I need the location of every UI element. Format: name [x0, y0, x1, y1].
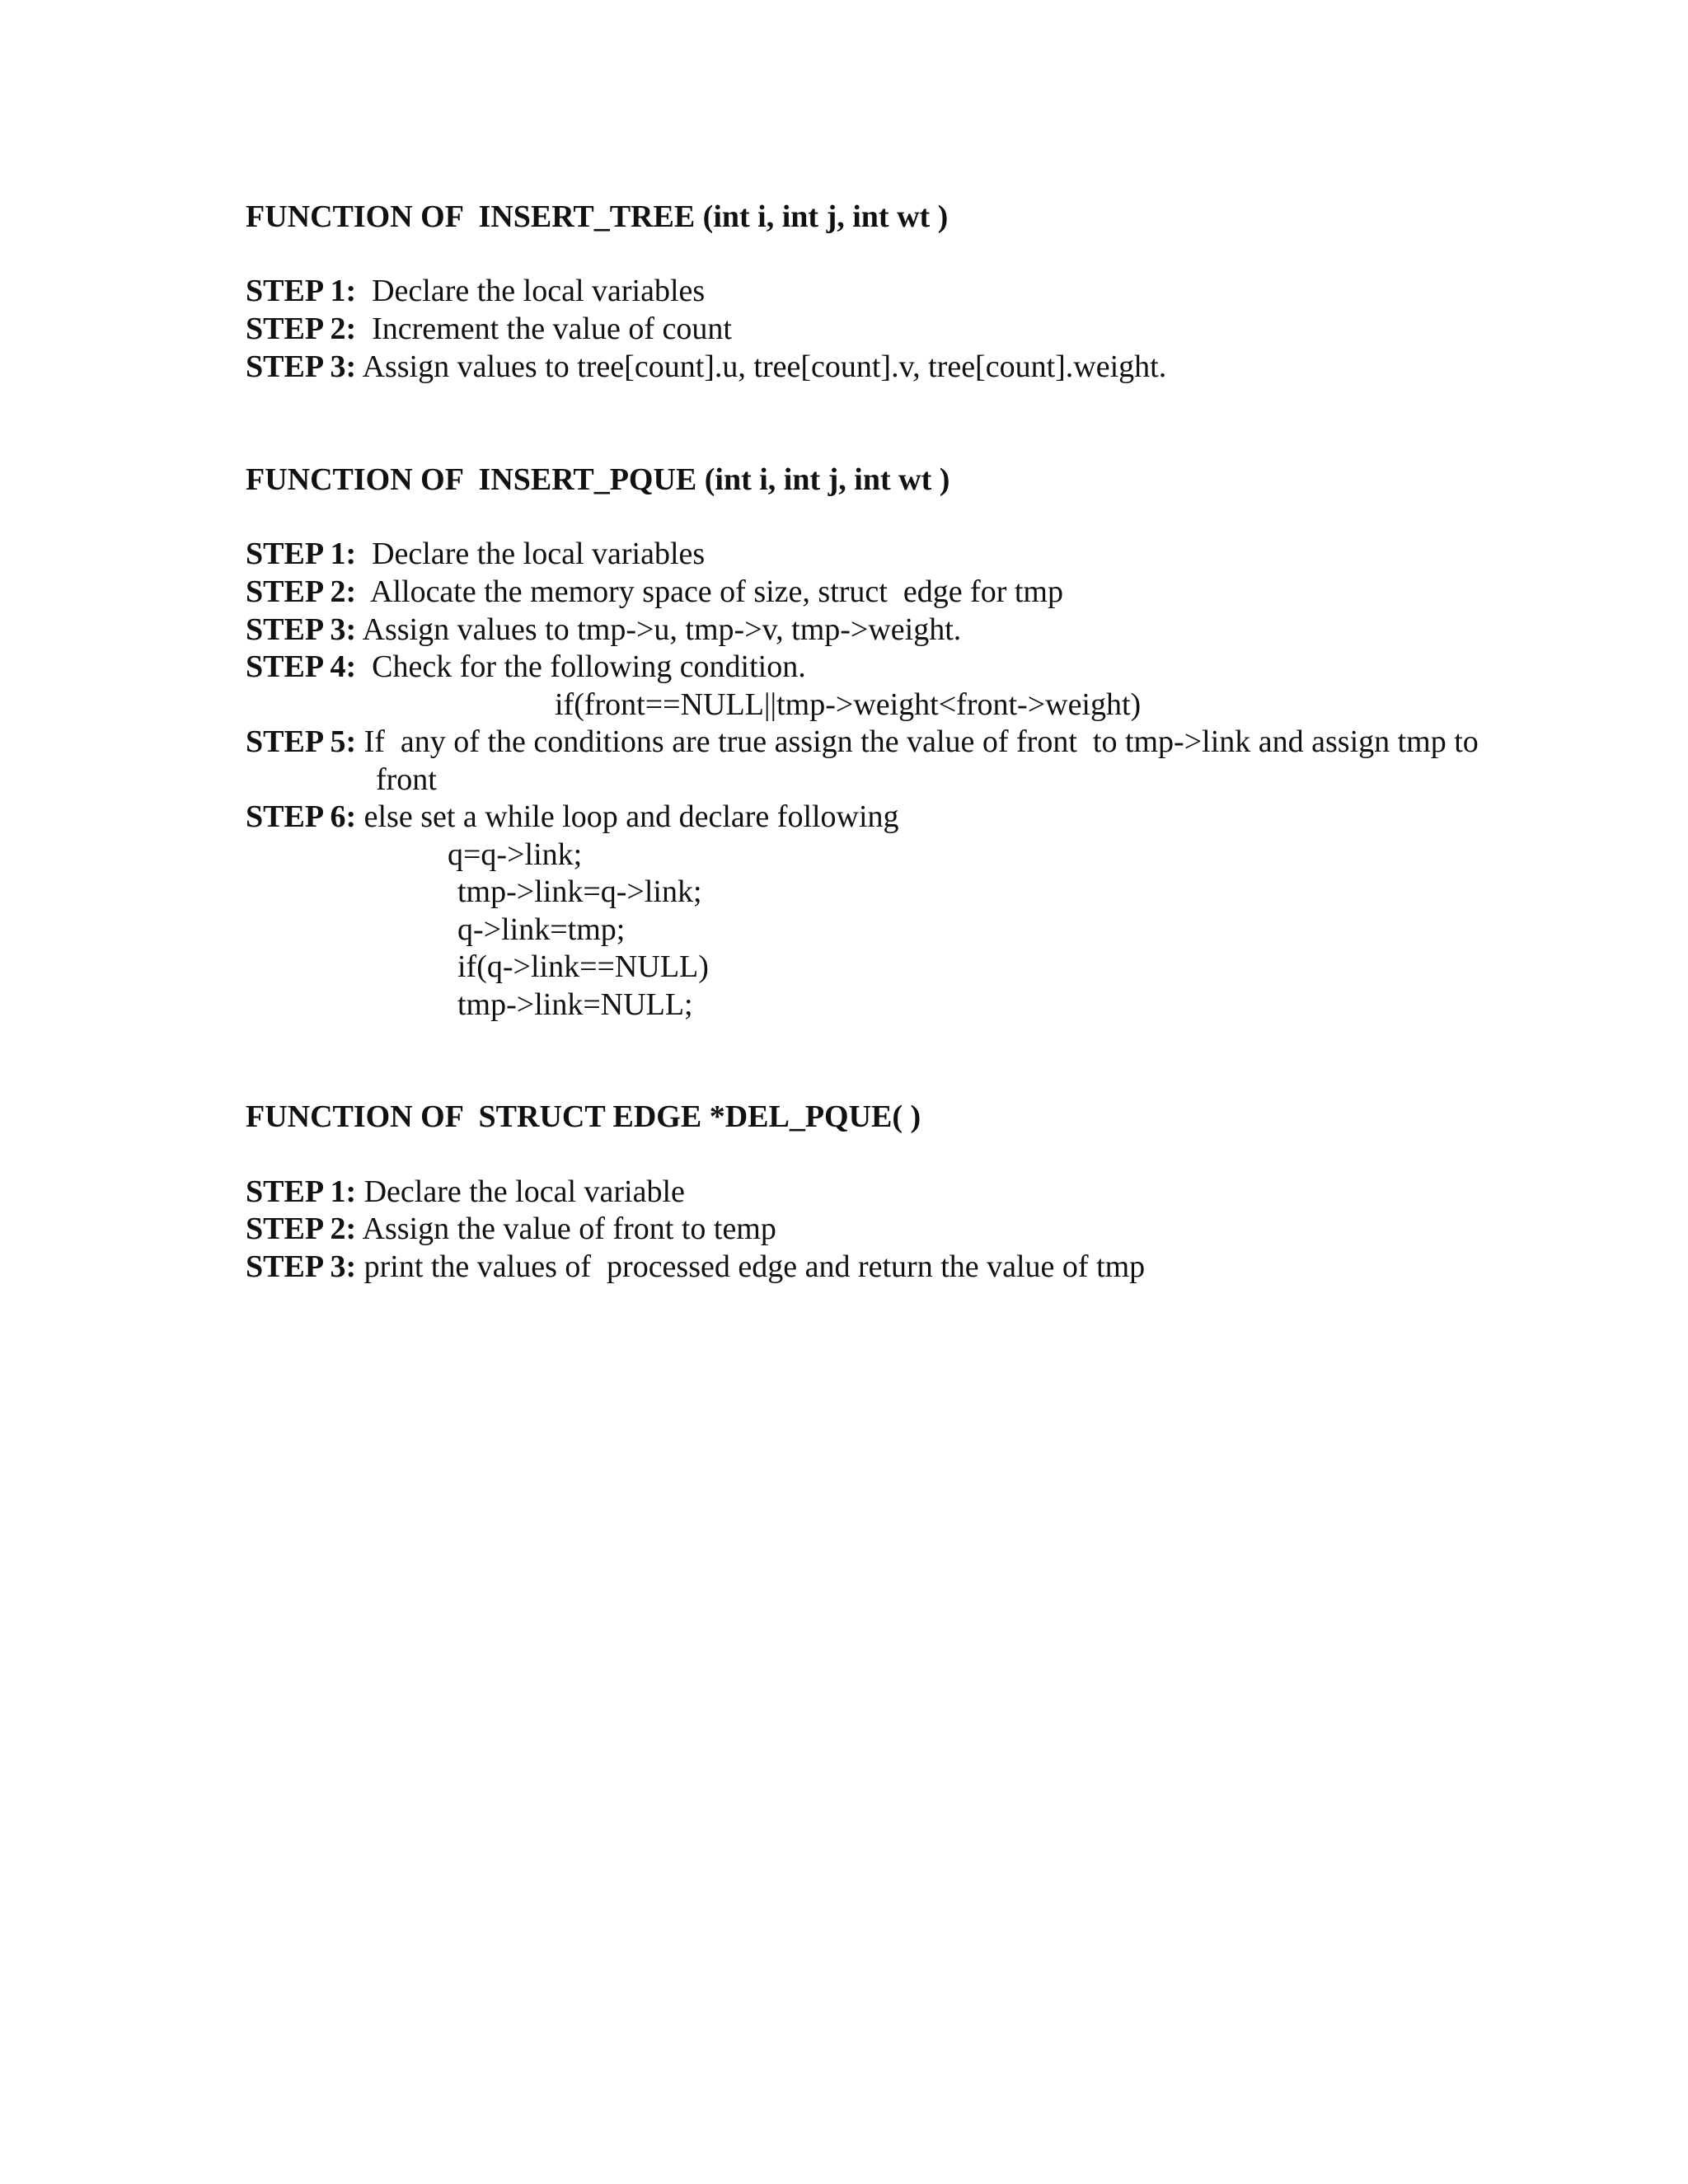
step-text: Increment the value of count — [356, 312, 732, 346]
step-text: Declare the local variables — [356, 537, 706, 571]
step-line — [246, 648, 806, 686]
step-text: Check for the following condition. — [356, 649, 806, 684]
step-label: STEP 1: — [246, 537, 357, 571]
section-heading-del-pque: FUNCTION OF STRUCT EDGE *DEL_PQUE( ) — [246, 1099, 921, 1134]
code-line: if(q->link==NULL) — [457, 949, 709, 984]
step-line — [246, 1173, 685, 1211]
step-text: Assign values to tmp->u, tmp->v, tmp->weight. — [356, 612, 962, 647]
step-line — [246, 310, 732, 348]
step-label: STEP 5: — [246, 724, 357, 759]
step-label: STEP 2: — [246, 1212, 357, 1246]
step-line — [246, 348, 1166, 386]
step-line — [246, 723, 1479, 761]
step-text: else set a while loop and declare following — [356, 799, 899, 834]
section-heading-insert-tree: FUNCTION OF INSERT_TREE (int i, int j, int wt ) — [246, 199, 949, 234]
step-label: STEP 1: — [246, 1174, 357, 1209]
code-line: q=q->link; — [448, 837, 583, 872]
step-label: STEP 3: — [246, 612, 357, 647]
step-label: STEP 2: — [246, 312, 357, 346]
step-label: STEP 1: — [246, 274, 357, 308]
step-text: Declare the local variable — [356, 1174, 685, 1209]
step-line — [246, 535, 705, 573]
step-line — [246, 1248, 1145, 1286]
step-line — [246, 798, 899, 836]
step-line — [246, 1210, 776, 1248]
step-line — [246, 611, 961, 649]
section-heading-insert-pque: FUNCTION OF INSERT_PQUE (int i, int j, int wt ) — [246, 462, 950, 497]
step-text: If any of the conditions are true assign the value of front to tmp->link and assign tmp to — [356, 724, 1479, 759]
step-label: STEP 6: — [246, 799, 357, 834]
condition-code-line: if(front==NULL||tmp->weight<front->weight) — [555, 687, 1142, 722]
step-text: Declare the local variables — [356, 274, 706, 308]
code-line: q->link=tmp; — [457, 912, 626, 947]
step-line — [246, 272, 705, 310]
code-line: tmp->link=q->link; — [457, 874, 702, 909]
step-label: STEP 4: — [246, 649, 357, 684]
step-text: Assign values to tree[count].u, tree[count].v, tree[count].weight. — [356, 349, 1167, 384]
step-text: Assign the value of front to temp — [356, 1212, 776, 1246]
step-label: STEP 3: — [246, 349, 357, 384]
step-line — [246, 573, 1063, 611]
step-label: STEP 2: — [246, 574, 357, 609]
step-label: STEP 3: — [246, 1249, 357, 1284]
step-text: print the values of processed edge and return the value of tmp — [356, 1249, 1146, 1284]
step-text: Allocate the memory space of size, struct edge for tmp — [356, 574, 1063, 609]
code-line: tmp->link=NULL; — [457, 987, 693, 1022]
step-continuation-line: front — [376, 762, 437, 797]
